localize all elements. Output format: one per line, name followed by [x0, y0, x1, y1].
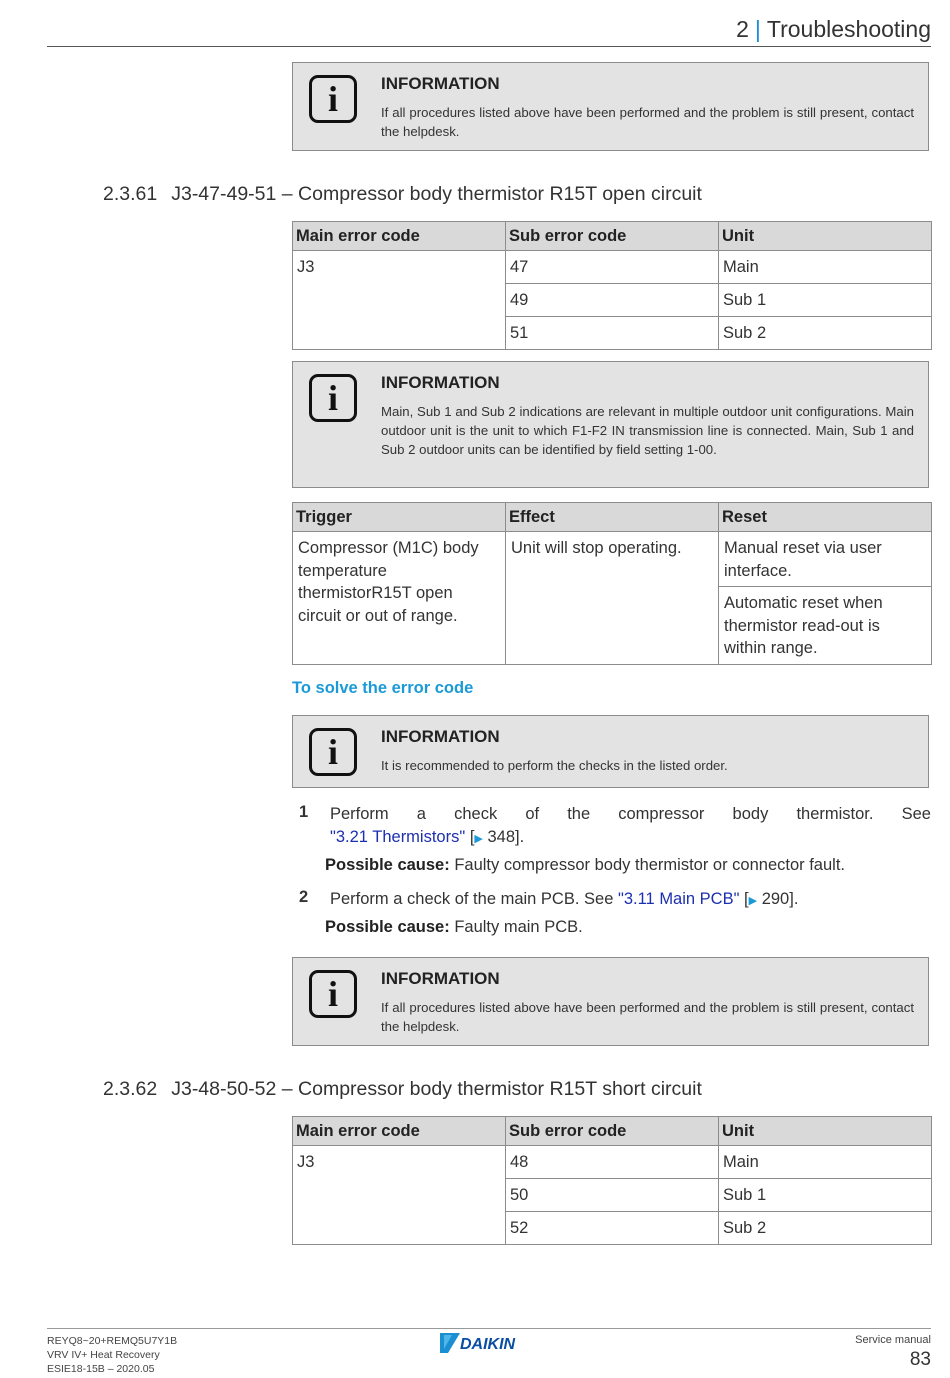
possible-cause-text: Faulty main PCB. — [454, 918, 583, 936]
column-header: Main error code — [293, 222, 506, 251]
column-header: Main error code — [293, 1117, 506, 1146]
step-1-word: check — [454, 805, 498, 823]
sub-error-code-cell: 48 — [506, 1146, 719, 1179]
table-row — [293, 532, 932, 587]
unit-cell: Sub 1 — [719, 1179, 932, 1212]
information-icon: i — [309, 728, 357, 776]
section-title: J3-48-50-52 – Compressor body thermistor R15T short circuit — [171, 1078, 702, 1100]
step-1 — [330, 803, 931, 850]
main-error-code-cell: J3 — [293, 1146, 506, 1245]
chapter-title: Troubleshooting — [766, 16, 931, 42]
column-header: Unit — [719, 222, 932, 251]
step-number: 1 — [299, 803, 309, 821]
page-ref: 348]. — [487, 827, 525, 846]
section-title: J3-47-49-51 – Compressor body thermistor R15T open circuit — [171, 183, 702, 205]
sub-error-code-cell: 49 — [506, 284, 719, 317]
table-row — [293, 1146, 932, 1179]
page-arrow-icon: ▶ — [748, 895, 758, 907]
footer-product: VRV IV+ Heat Recovery — [47, 1349, 160, 1361]
possible-cause-text: Faulty compressor body thermistor or connector fault. — [454, 856, 845, 874]
step-1-reference — [330, 826, 931, 851]
step-1-word: See — [901, 805, 931, 823]
header-divider: | — [754, 16, 761, 42]
unit-cell: Main — [719, 1146, 932, 1179]
footer-model: REYQ8~20+REMQ5U7Y1B — [47, 1335, 178, 1347]
solve-heading: To solve the error code — [292, 679, 474, 697]
daikin-logo — [440, 1331, 540, 1355]
effect-cell: Unit will stop operating. — [506, 532, 719, 665]
trigger-effect-reset-table — [292, 502, 932, 665]
main-error-code-cell: J3 — [293, 251, 506, 350]
step-1-word: compressor — [618, 805, 705, 823]
chapter-number: 2 — [736, 16, 749, 42]
unit-cell: Sub 2 — [719, 1212, 932, 1245]
page-number: 83 — [909, 1349, 931, 1370]
info-title: INFORMATION — [381, 727, 500, 746]
footer-doc-type: Service manual — [855, 1334, 931, 1346]
reset-cell: Automatic reset when thermistor read-out is within range. — [719, 587, 932, 665]
sub-error-code-cell: 50 — [506, 1179, 719, 1212]
trigger-cell: Compressor (M1C) body temperature thermistorR15T open circuit or out of range. — [293, 532, 506, 665]
possible-cause-1 — [325, 856, 845, 875]
possible-cause-label: Possible cause: — [325, 856, 450, 874]
step-1-word: Perform — [330, 805, 389, 823]
step-1-line — [330, 803, 931, 826]
column-header: Sub error code — [506, 222, 719, 251]
logo-text: DAIKIN — [460, 1336, 516, 1353]
section-number: 2.3.62 — [103, 1078, 158, 1100]
info-text: It is recommended to perform the checks in the listed order. — [381, 758, 728, 773]
footer-doc-id: ESIE18-15B – 2020.05 — [47, 1363, 155, 1375]
information-icon: i — [309, 970, 357, 1018]
error-code-table-short-circuit — [292, 1116, 932, 1245]
page-arrow-icon: ▶ — [474, 832, 483, 845]
unit-cell: Sub 2 — [719, 317, 932, 350]
bracket: [ — [469, 827, 475, 846]
section-number: 2.3.61 — [103, 183, 158, 205]
reset-cell: Manual reset via user interface. — [719, 532, 932, 587]
info-box-helpdesk-bottom — [292, 957, 929, 1046]
column-header: Reset — [719, 503, 932, 532]
section-heading-2-3-62 — [103, 1078, 702, 1101]
information-icon: i — [309, 75, 357, 123]
sub-error-code-cell: 47 — [506, 251, 719, 284]
header-rule — [47, 46, 931, 47]
info-text: If all procedures listed above have been performed and the problem is still present, contact the helpdesk. — [381, 105, 914, 139]
sub-error-code-cell: 52 — [506, 1212, 719, 1245]
step-2-text: Perform a check of the main PCB. See — [330, 890, 614, 908]
unit-cell: Sub 1 — [719, 284, 932, 317]
step-1-word: of — [525, 805, 540, 823]
step-1-word: thermistor. — [796, 805, 874, 823]
step-1-word: a — [416, 805, 426, 823]
page-header — [736, 16, 931, 43]
step-2 — [330, 888, 931, 913]
footer-doc-info — [47, 1334, 177, 1376]
info-box-check-order — [292, 715, 929, 788]
step-1-word: the — [567, 805, 591, 823]
unit-cell: Main — [719, 251, 932, 284]
link-thermistors[interactable]: "3.21 Thermistors" — [330, 827, 466, 846]
table-row — [293, 251, 932, 284]
column-header: Trigger — [293, 503, 506, 532]
info-title: INFORMATION — [381, 373, 500, 392]
info-box-main-sub-indications — [292, 361, 929, 488]
footer-rule — [47, 1328, 931, 1329]
page-ref: 290]. — [761, 890, 799, 908]
information-icon: i — [309, 374, 357, 422]
link-main-pcb[interactable]: "3.11 Main PCB" — [617, 890, 740, 908]
column-header: Unit — [719, 1117, 932, 1146]
column-header: Effect — [506, 503, 719, 532]
info-title: INFORMATION — [381, 74, 500, 93]
possible-cause-label: Possible cause: — [325, 918, 450, 936]
section-heading-2-3-61 — [103, 183, 702, 206]
possible-cause-2 — [325, 918, 583, 937]
info-text: Main, Sub 1 and Sub 2 indications are relevant in multiple outdoor unit configurations. Main outdoor unit is the unit to which F1-F2 IN transmission line is connected. Main, Sub 1 and Sub 2 outdoor units can be identified by field setting 1-00. — [381, 404, 914, 457]
info-box-helpdesk-top — [292, 62, 929, 151]
step-1-word: body — [732, 805, 769, 823]
column-header: Sub error code — [506, 1117, 719, 1146]
bracket: [ — [744, 890, 749, 908]
step-number: 2 — [299, 888, 309, 906]
info-title: INFORMATION — [381, 969, 500, 988]
sub-error-code-cell: 51 — [506, 317, 719, 350]
error-code-table-open-circuit — [292, 221, 932, 350]
info-text: If all procedures listed above have been performed and the problem is still present, contact the helpdesk. — [381, 1000, 914, 1034]
